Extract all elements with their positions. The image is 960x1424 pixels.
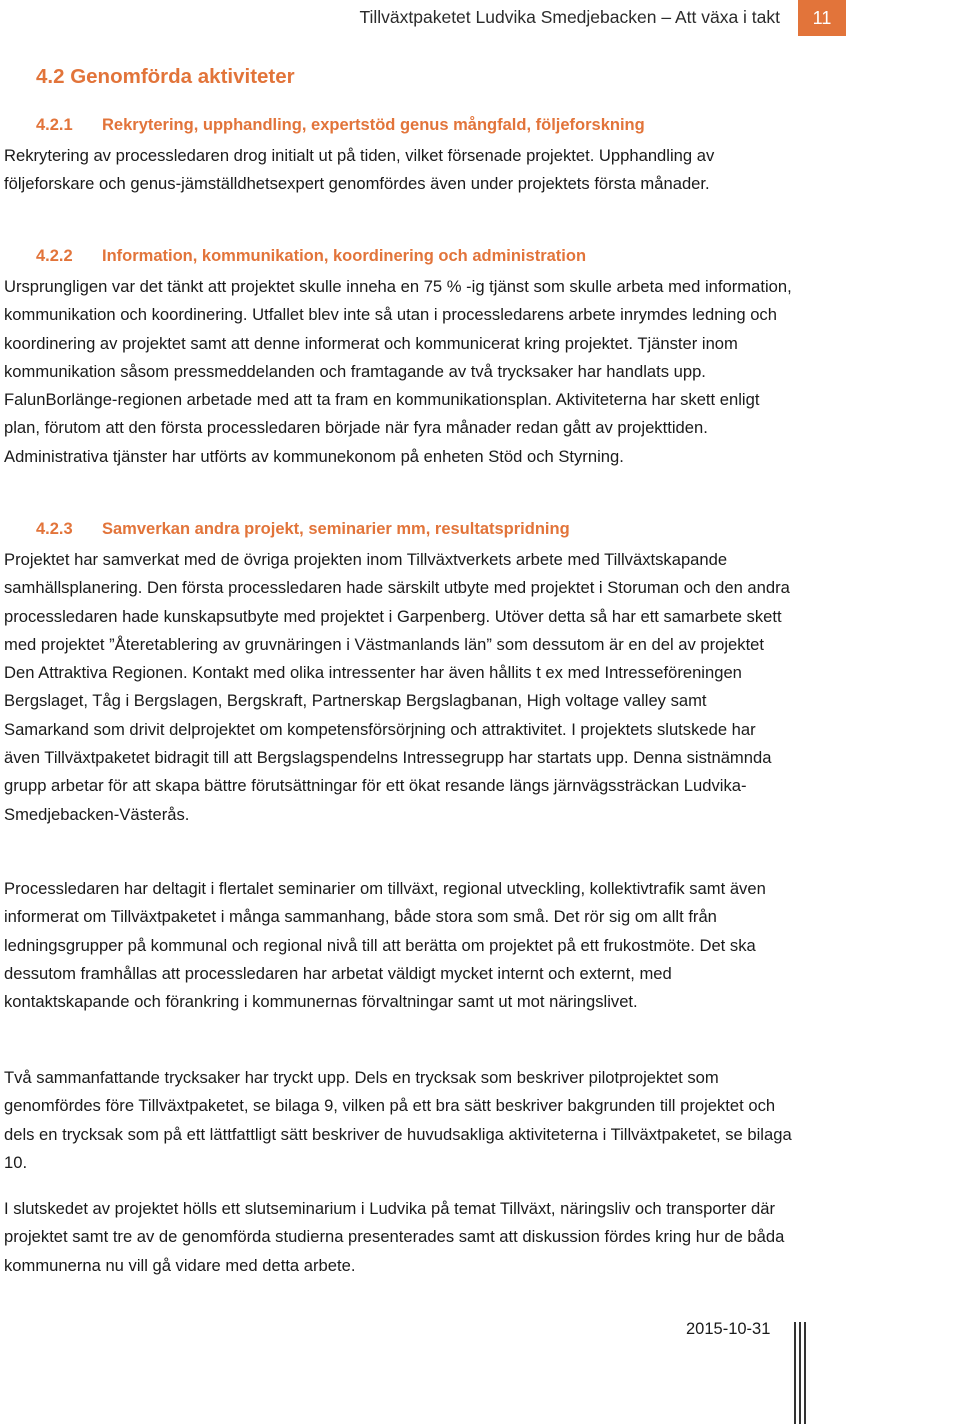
document-title: Tillväxtpaketet Ludvika Smedjebacken – Att växa i takt xyxy=(359,7,780,27)
page-header xyxy=(0,0,960,36)
subsection-heading-4-2-1 xyxy=(36,116,645,135)
subsection-title: Samverkan andra projekt, seminarier mm, resultatspridning xyxy=(102,520,570,538)
section-number: 4.2 xyxy=(36,65,65,88)
footer-date: 2015-10-31 xyxy=(686,1320,771,1338)
section-heading xyxy=(36,65,295,89)
paragraph: I slutskedet av projektet hölls ett slutseminarium i Ludvika på temat Tillväxt, näringsliv och transporter där projektet samt tre av de genomförda studierna presenterades samt att diskussion fördes kring hur de båda kommunerna nu vill gå vidare med detta arbete. xyxy=(4,1199,785,1275)
subsection-heading-4-2-3 xyxy=(36,520,570,539)
subsection-heading-4-2-2 xyxy=(36,247,586,266)
footer-rule xyxy=(804,1322,806,1424)
subsection-number: 4.2.1 xyxy=(36,116,73,134)
subsection-title: Information, kommunikation, koordinering och administration xyxy=(102,247,587,265)
paragraph: Ursprungligen var det tänkt att projektet skulle inneha en 75 % -ig tjänst som skulle arbeta med information, kommunikation och koordinering. Utfallet blev inte så utan i processledarens arbete inrymdes ledning och koordinering av projektet samt att denne informerat och kommunicerat kring projektet. Tjänster inom kommunikation såsom pressmeddelanden och framtagande av två trycksaker har handlats upp. FalunBorlänge-regionen arbetade med att ta fram en kommunikationsplan. Aktiviteterna har skett enligt plan, förutom att den första processledaren började när fyra månader redan gått av projekttiden. Administrativa tjänster har utförts av kommunekonom på enheten Stöd och Styrning. xyxy=(4,277,792,466)
paragraph: Projektet har samverkat med de övriga projekten inom Tillväxtverkets arbete med Tillväxtskapande samhällsplanering. Den första processledaren hade särskilt utbyte med projektet i Storuman och den andra processledaren hade kunskapsutbyte med projektet i Garpenberg. Utöver detta så har ett samarbete skett med projektet ”Återetablering av gruvnäringen i Västmanlands län” som dessutom är en del av projektet Den Attraktiva Regionen. Kontakt med olika intressenter har även hållits t ex med Intresseföreningen Bergslaget, Tåg i Bergslagen, Bergskraft, Partnerskap Bergslagbanan, High voltage valley samt Samarkand som drivit delprojektet om kompetensförsörjning och attraktivitet. I projektets slutskede har även Tillväxtpaketet bidragit till att Bergslagspendelns Intressegrupp har startats upp. Denna sistnämnda grupp arbetar för att skapa bättre förutsättningar för ett ökat resande längs järnvägssträckan Ludvika-Smedjebacken-Västerås. xyxy=(4,550,790,824)
paragraph: Rekrytering av processledaren drog initialt ut på tiden, vilket försenade projektet. Upphandling av följeforskare och genus-jämställdhetsexpert genomfördes även under projektets första månader. xyxy=(4,146,715,194)
page-number-badge: 11 xyxy=(798,0,846,36)
paragraph: Processledaren har deltagit i flertalet seminarier om tillväxt, regional utveckling, kollektivtrafik samt även informerat om Tillväxtpaketet i många sammanhang, både stora som små. Det rör sig om allt från ledningsgrupper på kommunal och regional nivå till att berätta om projektet på ett frukostmöte. Det ska dessutom framhållas att processledaren har arbetat väldigt mycket internt och externt, med kontaktskapande och förankring i kommunernas förvaltningar samt ut mot näringslivet. xyxy=(4,879,766,1012)
subsection-title: Rekrytering, upphandling, expertstöd genus mångfald, följeforskning xyxy=(102,116,645,134)
subsection-number: 4.2.2 xyxy=(36,247,73,265)
paragraph: Två sammanfattande trycksaker har tryckt upp. Dels en trycksak som beskriver pilotprojektet som genomfördes före Tillväxtpaketet, se bilaga 9, vilken på ett bra sätt beskriver bakgrunden till projektet och dels en trycksak som på ett lättfattligt sätt beskriver de huvudsakliga aktiviteterna i Tillväxtpaketet, se bilaga 10. xyxy=(4,1068,792,1172)
footer-rule xyxy=(799,1322,801,1424)
footer-rule xyxy=(794,1322,796,1424)
subsection-number: 4.2.3 xyxy=(36,520,73,538)
section-title: Genomförda aktiviteter xyxy=(70,65,295,88)
